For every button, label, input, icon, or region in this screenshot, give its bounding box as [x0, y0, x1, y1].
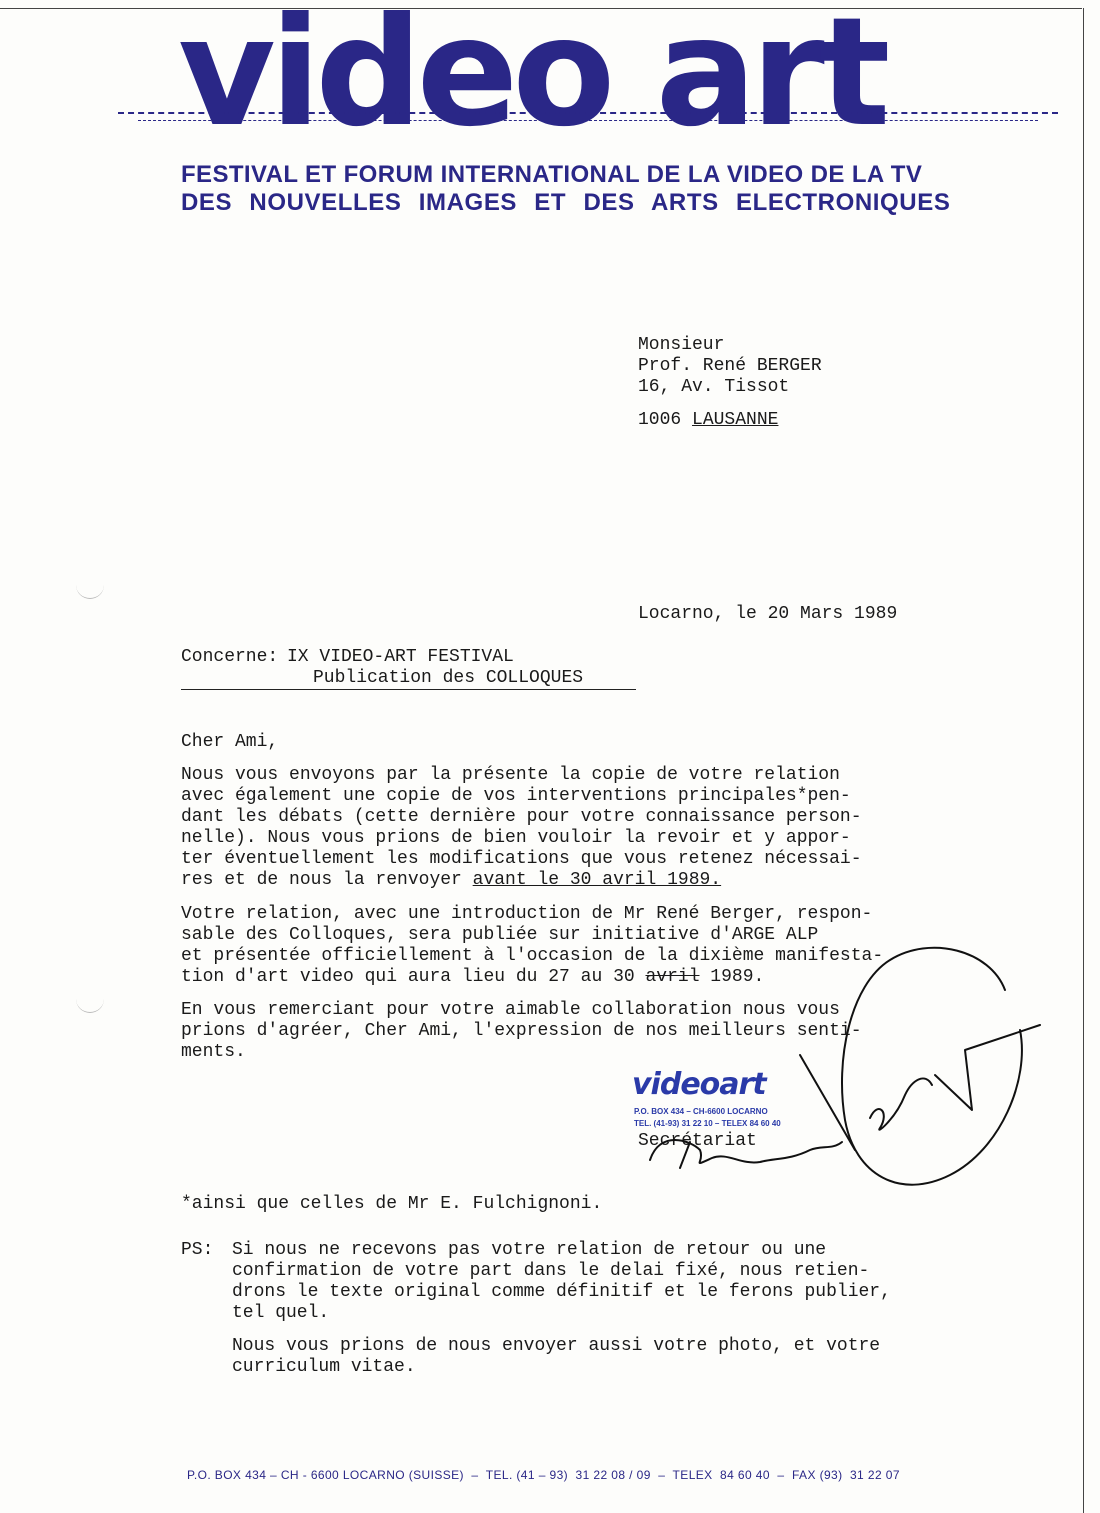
- ps-line: confirmation de votre part dans le delai fixé, nous retien-: [232, 1261, 870, 1281]
- paragraph-1-line: avec également une copie de vos interventions principales*pen-: [181, 786, 851, 806]
- salutation: Cher Ami,: [181, 732, 279, 752]
- ps-line: Nous vous prions de nous envoyer aussi votre photo, et votre: [232, 1336, 881, 1356]
- paragraph-3-line: En vous remerciant pour votre aimable collaboration nous vous: [181, 1000, 840, 1020]
- paragraph-3-line: ments.: [181, 1042, 246, 1062]
- recipient-line-2: Prof. René BERGER: [638, 356, 822, 376]
- tagline-line-1: FESTIVAL ET FORUM INTERNATIONAL DE LA VIDEO DE LA TV: [181, 161, 923, 188]
- recipient-line-3: 16, Av. Tissot: [638, 377, 790, 397]
- subject-line-1: IX VIDEO-ART FESTIVAL: [287, 647, 514, 667]
- signatory: Secrétariat: [638, 1131, 757, 1151]
- stamp-logo: videoart: [632, 1067, 766, 1102]
- stamp-address: P.O. BOX 434 – CH-6600 LOCARNO: [634, 1107, 768, 1116]
- footnote: *ainsi que celles de Mr E. Fulchignoni.: [181, 1194, 603, 1214]
- recipient-postcode: 1006: [638, 410, 682, 430]
- paragraph-2-line: sable des Colloques, sera publiée sur initiative d'ARGE ALP: [181, 925, 819, 945]
- paragraph-3-line: prions d'agréer, Cher Ami, l'expression de nos meilleurs senti-: [181, 1021, 862, 1041]
- paragraph-2-last-start: tion d'art video qui aura lieu du 27 au 30: [181, 967, 646, 987]
- logo-text: video art: [178, 0, 885, 160]
- ps-line: drons le texte original comme définitif et le ferons publier,: [232, 1282, 891, 1302]
- deadline-text: avant le 30 avril 1989.: [472, 870, 722, 890]
- paragraph-1-last-start: res et de nous la renvoyer: [181, 870, 473, 890]
- letterhead-footer: P.O. BOX 434 – CH - 6600 LOCARNO (SUISSE) – TEL. (41 – 93) 31 22 08 / 09 – TELEX 84 60 40 – FAX (93) 31 22 07: [187, 1468, 900, 1482]
- paragraph-2-line: et présentée officiellement à l'occasion de la dixième manifesta-: [181, 946, 884, 966]
- ps-label: PS:: [181, 1240, 214, 1260]
- tagline-line-2: DES NOUVELLES IMAGES ET DES ARTS ELECTRONIQUES: [181, 189, 951, 216]
- stamp-phone: TEL. (41-93) 31 22 10 – TELEX 84 60 40: [634, 1119, 781, 1128]
- paragraph-1-line: ter éventuellement les modifications que vous retenez nécessai-: [181, 849, 862, 869]
- recipient-line-1: Monsieur: [638, 335, 725, 355]
- paragraph-2-last-end: 1989.: [699, 967, 765, 987]
- subject-line-2: Publication des COLLOQUES: [313, 668, 584, 688]
- ps-line: Si nous ne recevons pas votre relation de retour ou une: [232, 1240, 827, 1260]
- paragraph-2-line: Votre relation, avec une introduction de Mr René Berger, respon-: [181, 904, 873, 924]
- subject-label: Concerne:: [181, 647, 279, 667]
- paragraph-1-line: nelle). Nous vous prions de bien vouloir la revoir et y appor-: [181, 828, 851, 848]
- recipient-city: LAUSANNE: [692, 410, 779, 430]
- paragraph-1-line: dant les débats (cette dernière pour votre connaissance person-: [181, 807, 862, 827]
- ps-line: tel quel.: [232, 1303, 330, 1323]
- paragraph-1-line: Nous vous envoyons par la présente la copie de votre relation: [181, 765, 840, 785]
- ps-line: curriculum vitae.: [232, 1357, 416, 1377]
- date-line: Locarno, le 20 Mars 1989: [638, 604, 898, 624]
- struck-word: avril: [645, 967, 700, 987]
